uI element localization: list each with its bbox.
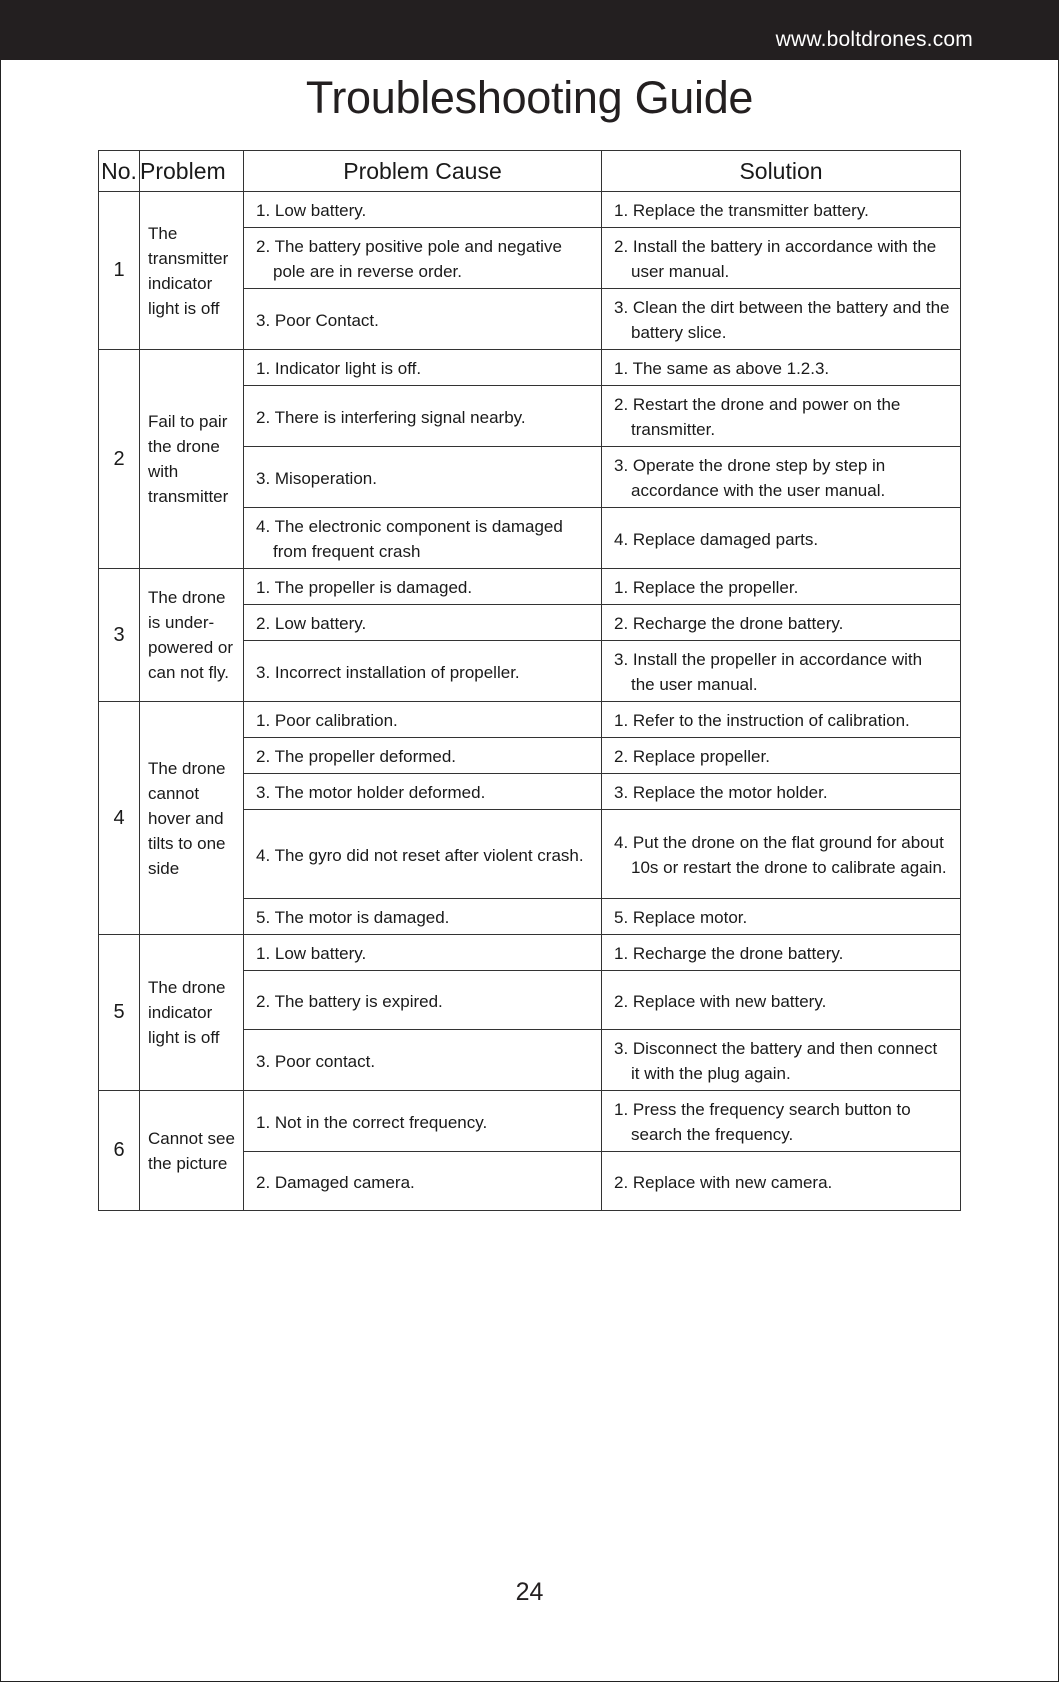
solution-cell — [602, 228, 961, 289]
cause-text: 2. The battery is expired. — [256, 991, 443, 1011]
cause-cell — [244, 641, 602, 702]
solution-cell — [602, 508, 961, 569]
cause-text: 3. Incorrect installation of propeller. — [256, 662, 520, 682]
solution-text: 2. Replace with new battery. — [614, 991, 827, 1011]
website-url: www.boltdrones.com — [775, 28, 973, 51]
table-row — [99, 350, 961, 386]
problem-number: 6 — [99, 1091, 140, 1211]
solution-text: 5. Replace motor. — [614, 908, 748, 927]
solution-cell — [602, 569, 961, 605]
top-banner — [0, 0, 1059, 60]
table-row — [99, 1091, 961, 1152]
solution-cell — [602, 289, 961, 350]
cause-text: 1. Low battery. — [256, 201, 367, 220]
solution-cell — [602, 935, 961, 971]
cause-text: 2. The battery positive pole and negative pole are in reverse order. — [256, 237, 562, 281]
solution-text: 3. Install the propeller in accordance with the user manual. — [614, 650, 923, 694]
solution-cell — [602, 702, 961, 738]
solution-cell — [602, 447, 961, 508]
solution-text: 2. Replace with new camera. — [614, 1172, 833, 1192]
problem-number: 2 — [99, 350, 140, 569]
cause-cell — [244, 508, 602, 569]
cause-cell — [244, 289, 602, 350]
cause-cell — [244, 386, 602, 447]
cause-text: 2. The propeller deformed. — [256, 747, 457, 766]
solution-text: 1. The same as above 1.2.3. — [614, 359, 830, 378]
cause-cell — [244, 605, 602, 641]
cause-text: 2. Low battery. — [256, 614, 367, 633]
cause-text: 5. The motor is damaged. — [256, 908, 450, 927]
solution-text: 3. Replace the motor holder. — [614, 783, 828, 802]
solution-text: 2. Replace propeller. — [614, 747, 770, 766]
solution-text: 1. Press the frequency search button to search the frequency. — [614, 1100, 911, 1144]
cause-text: 2. There is interfering signal nearby. — [256, 407, 526, 427]
problem-description: The transmitter indicator light is off — [140, 192, 244, 350]
cause-text: 4. The gyro did not reset after violent crash. — [256, 845, 584, 865]
solution-cell — [602, 350, 961, 386]
cause-cell — [244, 702, 602, 738]
cause-cell — [244, 774, 602, 810]
cause-text: 2. Damaged camera. — [256, 1172, 415, 1192]
solution-text: 3. Clean the dirt between the battery and the battery slice. — [614, 298, 950, 342]
cause-cell — [244, 971, 602, 1030]
cause-cell — [244, 810, 602, 899]
table-row — [99, 569, 961, 605]
solution-cell — [602, 1152, 961, 1211]
cause-cell — [244, 192, 602, 228]
table-header-row — [99, 151, 961, 192]
solution-text: 2. Restart the drone and power on the transmitter. — [614, 395, 901, 439]
solution-cell — [602, 1091, 961, 1152]
column-header-no: No. — [99, 151, 140, 192]
cause-cell — [244, 899, 602, 935]
solution-cell — [602, 971, 961, 1030]
cause-text: 1. The propeller is damaged. — [256, 578, 473, 597]
solution-cell — [602, 810, 961, 899]
column-header-problem: Problem — [140, 151, 244, 192]
solution-cell — [602, 386, 961, 447]
problem-number: 4 — [99, 702, 140, 935]
solution-cell — [602, 192, 961, 228]
solution-cell — [602, 899, 961, 935]
cause-text: 3. Misoperation. — [256, 468, 377, 488]
solution-cell — [602, 774, 961, 810]
cause-text: 3. Poor contact. — [256, 1051, 376, 1071]
troubleshooting-table — [98, 150, 961, 1211]
page-number: 24 — [515, 1578, 544, 1606]
problem-number: 3 — [99, 569, 140, 702]
solution-text: 3. Operate the drone step by step in accordance with the user manual. — [614, 456, 886, 500]
cause-cell — [244, 447, 602, 508]
cause-cell — [244, 935, 602, 971]
cause-text: 1. Indicator light is off. — [256, 359, 422, 378]
cause-cell — [244, 1152, 602, 1211]
problem-number: 5 — [99, 935, 140, 1091]
solution-text: 1. Replace the propeller. — [614, 578, 799, 597]
cause-text: 1. Not in the correct frequency. — [256, 1112, 488, 1132]
problem-description: The drone indicator light is off — [140, 935, 244, 1091]
cause-cell — [244, 738, 602, 774]
solution-text: 1. Refer to the instruction of calibration. — [614, 711, 910, 730]
cause-text: 4. The electronic component is damaged from frequent crash — [256, 517, 563, 561]
solution-text: 3. Disconnect the battery and then connect it with the plug again. — [614, 1039, 938, 1083]
solution-cell — [602, 641, 961, 702]
cause-cell — [244, 228, 602, 289]
cause-text: 1. Poor calibration. — [256, 711, 398, 730]
solution-text: 1. Replace the transmitter battery. — [614, 201, 869, 220]
column-header-cause: Problem Cause — [244, 151, 602, 192]
solution-cell — [602, 1030, 961, 1091]
table-row — [99, 935, 961, 971]
cause-cell — [244, 1091, 602, 1152]
solution-text: 2. Recharge the drone battery. — [614, 614, 844, 633]
solution-cell — [602, 738, 961, 774]
problem-description: The drone cannot hover and tilts to one side — [140, 702, 244, 935]
solution-text: 1. Recharge the drone battery. — [614, 944, 844, 963]
problem-description: The drone is under-powered or can not fly. — [140, 569, 244, 702]
table-body — [99, 192, 961, 1211]
cause-cell — [244, 350, 602, 386]
cause-text: 1. Low battery. — [256, 944, 367, 963]
solution-text: 2. Install the battery in accordance with the user manual. — [614, 237, 937, 281]
table-row — [99, 702, 961, 738]
solution-text: 4. Replace damaged parts. — [614, 529, 819, 549]
solution-cell — [602, 605, 961, 641]
table-row — [99, 192, 961, 228]
cause-cell — [244, 1030, 602, 1091]
page-title: Troubleshooting Guide — [305, 72, 754, 123]
problem-number: 1 — [99, 192, 140, 350]
problem-description: Fail to pair the drone with transmitter — [140, 350, 244, 569]
cause-cell — [244, 569, 602, 605]
column-header-solution: Solution — [602, 151, 961, 192]
problem-description: Cannot see the picture — [140, 1091, 244, 1211]
cause-text: 3. Poor Contact. — [256, 310, 379, 330]
cause-text: 3. The motor holder deformed. — [256, 783, 486, 802]
solution-text: 4. Put the drone on the flat ground for about 10s or restart the drone to calibrate again. — [614, 833, 947, 877]
